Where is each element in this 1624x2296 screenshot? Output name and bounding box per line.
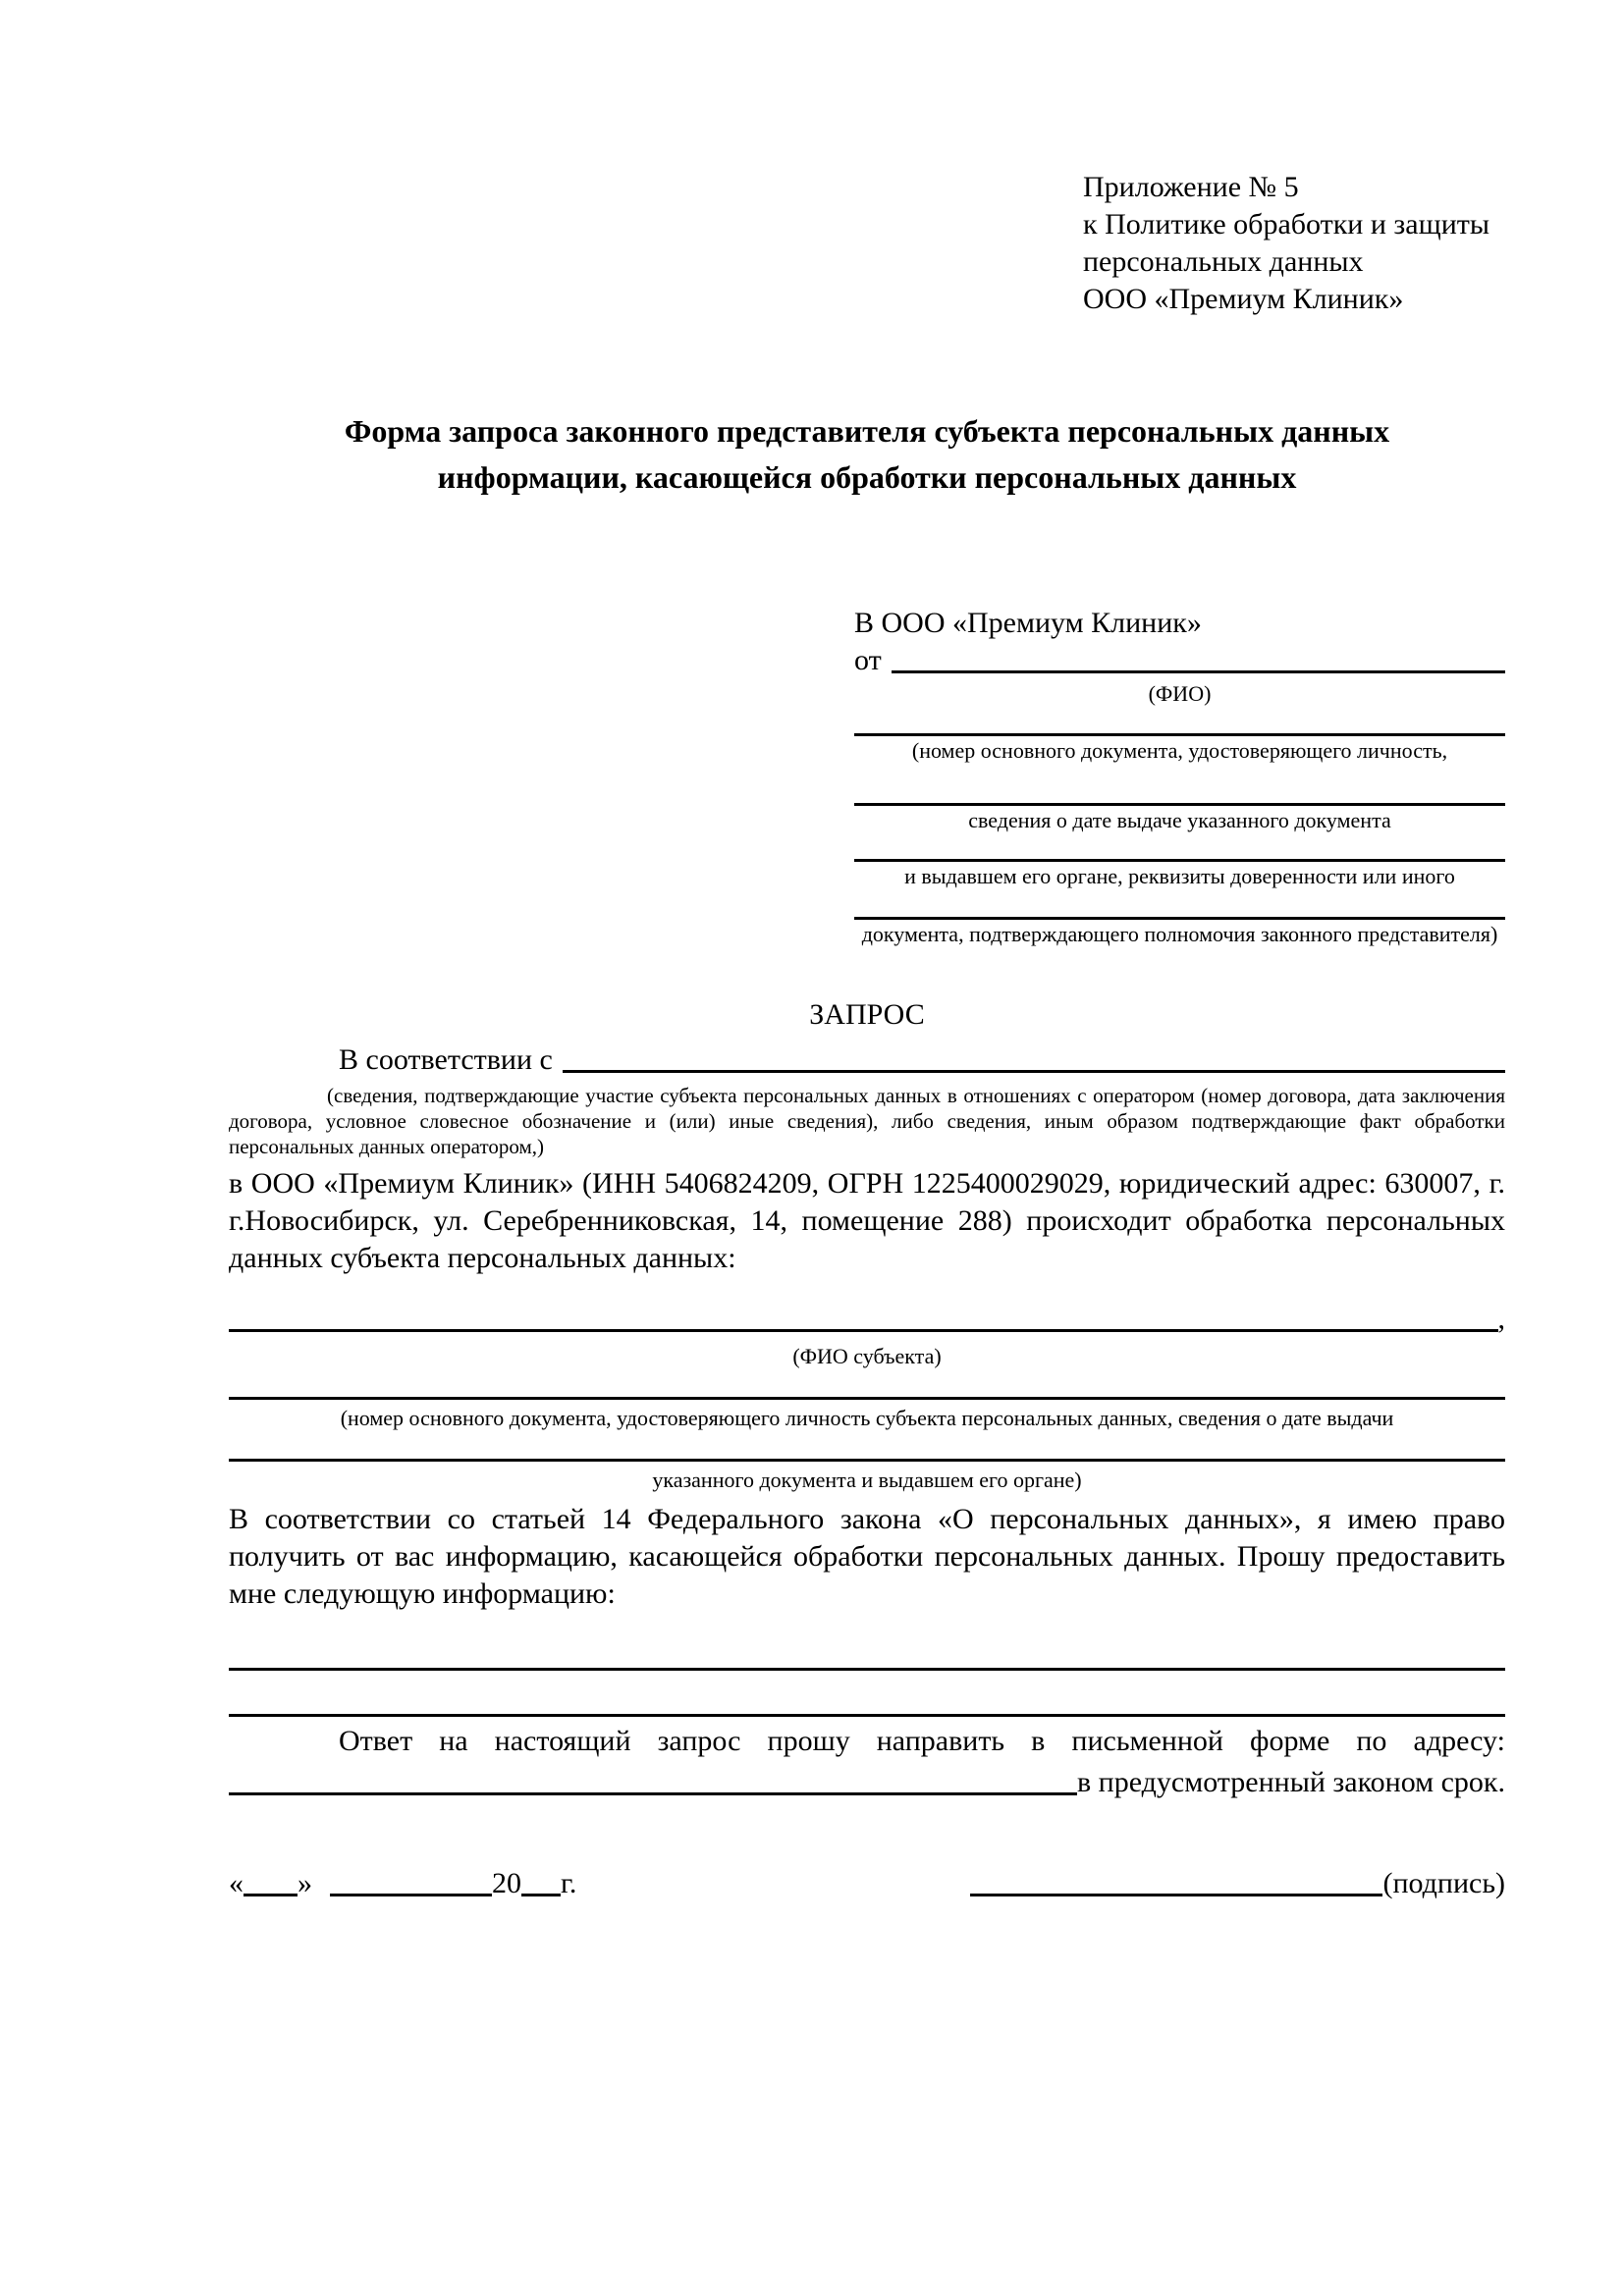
- date-close-quote: »: [298, 1867, 312, 1899]
- title-line: Форма запроса законного представителя субъекта персональных данных: [344, 413, 1390, 449]
- subject-doc-caption: указанного документа и выдавшем его органе): [652, 1468, 1082, 1492]
- signature-field: [970, 1864, 1505, 1902]
- document-title: [229, 408, 1505, 501]
- line-caption: (номер основного документа, удостоверяющего личность,: [911, 738, 1448, 763]
- month-blank: [330, 1864, 492, 1896]
- subject-row: [229, 1301, 1505, 1338]
- date-field: [229, 1864, 576, 1902]
- addressee-block: [854, 605, 1505, 947]
- from-blank-line: [892, 670, 1505, 673]
- blank-line: [854, 803, 1505, 806]
- signature-blank-line: [970, 1864, 1382, 1896]
- rights-paragraph: В соответствии со статьей 14 Федерального закона «О персональных данных», я имею право получить от вас информацию, касающейся обработки персональных данных. Прошу предоставить мне следующую информацию:: [229, 1503, 1505, 1610]
- operator-paragraph: в ООО «Премиум Клиник» (ИНН 5406824209, ОГРН 1225400029029, юридический адрес: 630007, г. г.Новосибирск, ул. Серебренниковская, 14, помещение 288) происходит обработка персональных данных субъекта персональных данных:: [229, 1167, 1505, 1274]
- response-suffix: в предусмотренный законом срок.: [1077, 1766, 1505, 1798]
- answer-blank-line: [229, 1668, 1505, 1671]
- intro-prefix: В соответствии с: [339, 1043, 553, 1076]
- subject-blank-line: [229, 1329, 1498, 1332]
- appendix-line: к Политике обработки и защиты: [1083, 208, 1490, 240]
- request-heading: ЗАПРОС: [809, 998, 925, 1031]
- address-blank-line: [229, 1792, 1077, 1795]
- year-suffix: г.: [561, 1867, 577, 1899]
- blank-line: [854, 859, 1505, 862]
- subject-comma: ,: [1497, 1303, 1505, 1335]
- intro-row: [229, 1041, 1505, 1079]
- appendix-line: ООО «Премиум Клиник»: [1083, 283, 1404, 315]
- fio-caption: (ФИО): [1148, 681, 1212, 706]
- subject-doc-caption: (номер основного документа, удостоверяющего личность субъекта персональных данных, сведения о дате выдачи: [340, 1406, 1394, 1430]
- blank-line: [854, 917, 1505, 920]
- line-caption: и выдавшем его органе, реквизиты доверенности или иного: [904, 864, 1455, 888]
- signature-caption: (подпись): [1382, 1867, 1505, 1899]
- year-label: 20: [492, 1867, 521, 1899]
- from-label: от: [854, 644, 882, 676]
- date-open-quote: «: [229, 1867, 244, 1899]
- subject-fio-caption: (ФИО субъекта): [792, 1344, 942, 1368]
- response-sentence: Ответ на настоящий запрос прошу направить в письменной форме по адресу:: [339, 1725, 1505, 1757]
- blank-line: [229, 1397, 1505, 1400]
- line-caption: документа, подтверждающего полномочия законного представителя): [861, 922, 1498, 946]
- addressee-to: В ООО «Премиум Клиник»: [854, 607, 1202, 639]
- appendix-line: Приложение № 5: [1083, 171, 1299, 203]
- day-blank: [244, 1864, 298, 1896]
- footer-row: [229, 1864, 1505, 1902]
- blank-line: [854, 733, 1505, 736]
- appendix-block: [1083, 169, 1505, 318]
- year-blank: [521, 1864, 561, 1896]
- line-caption: сведения о дате выдаче указанного документа: [968, 808, 1391, 832]
- intro-caption: (сведения, подтверждающие участие субъекта персональных данных в отношениях с оператором (номер договора, дата заключения договора, условное словесное обозначение и (или) иные сведения), либо сведения, иным образом подтверждающие факт обработки персональных данных оператором,): [229, 1084, 1505, 1158]
- answer-blank-line: [229, 1714, 1505, 1717]
- response-address-row: [229, 1764, 1505, 1801]
- intro-blank-line: [563, 1070, 1505, 1073]
- from-row: [854, 642, 1505, 679]
- title-line: информации, касающейся обработки персональных данных: [437, 459, 1297, 495]
- blank-line: [229, 1459, 1505, 1462]
- appendix-line: персональных данных: [1083, 245, 1364, 278]
